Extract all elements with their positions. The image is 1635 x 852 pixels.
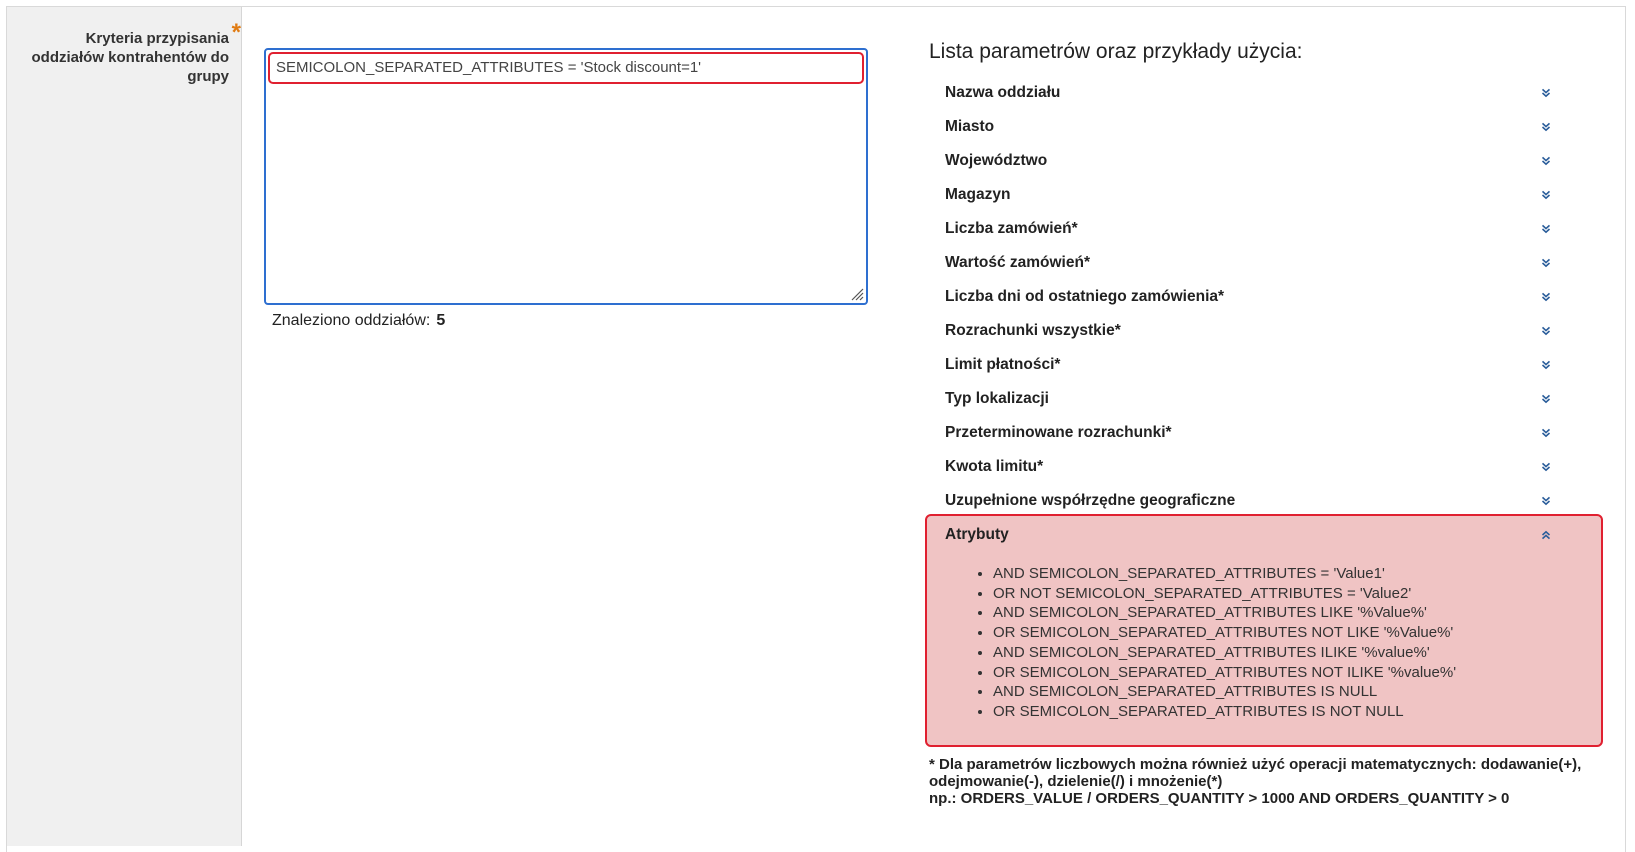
param-item[interactable] — [945, 144, 1575, 178]
param-item-label: Liczba dni od ostatniego zamówienia* — [945, 288, 1225, 305]
param-item-label: Liczba zamówień* — [945, 220, 1078, 237]
found-count: 5 — [436, 312, 446, 329]
resize-grip-icon[interactable] — [850, 287, 864, 301]
attribute-example: • OR SEMICOLON_SEPARATED_ATTRIBUTES NOT LIKE '%Value%' — [993, 623, 1456, 643]
param-list — [945, 76, 1575, 518]
found-branches — [272, 312, 445, 330]
attributes-panel — [925, 514, 1603, 747]
param-item[interactable] — [945, 76, 1575, 110]
attribute-example: • AND SEMICOLON_SEPARATED_ATTRIBUTES LIKE '%Value%' — [993, 603, 1456, 623]
chevron-double-down-icon[interactable] — [1539, 324, 1553, 338]
label-column — [7, 7, 242, 846]
param-item-label: Typ lokalizacji — [945, 390, 1049, 407]
chevron-double-down-icon[interactable] — [1539, 86, 1553, 100]
footnote-line: np.: ORDERS_VALUE / ORDERS_QUANTITY > 1000 AND ORDERS_QUANTITY > 0 — [929, 790, 1510, 807]
param-item[interactable] — [945, 416, 1575, 450]
chevron-double-down-icon[interactable] — [1539, 392, 1553, 406]
chevron-double-down-icon[interactable] — [1539, 154, 1553, 168]
criteria-label-text: Kryteria przypisania oddziałów kontrahentów do grupy — [31, 30, 229, 85]
param-item[interactable] — [945, 212, 1575, 246]
attribute-example: • OR NOT SEMICOLON_SEPARATED_ATTRIBUTES = 'Value2' — [993, 584, 1456, 604]
footnote — [929, 756, 1609, 807]
chevron-double-down-icon[interactable] — [1539, 256, 1553, 270]
param-item-label: Wartość zamówień* — [945, 254, 1090, 271]
attribute-example: • OR SEMICOLON_SEPARATED_ATTRIBUTES IS NOT NULL — [993, 702, 1456, 722]
param-item[interactable] — [945, 314, 1575, 348]
param-item-label: Atrybuty — [945, 526, 1009, 543]
param-item-label: Rozrachunki wszystkie* — [945, 322, 1121, 339]
chevron-double-down-icon[interactable] — [1539, 188, 1553, 202]
param-item-label: Miasto — [945, 118, 995, 135]
chevron-double-down-icon[interactable] — [1539, 120, 1553, 134]
criteria-editor-line[interactable]: SEMICOLON_SEPARATED_ATTRIBUTES = 'Stock discount=1' — [268, 52, 864, 84]
chevron-double-down-icon[interactable] — [1539, 222, 1553, 236]
attribute-example: • AND SEMICOLON_SEPARATED_ATTRIBUTES IS NULL — [993, 682, 1456, 702]
param-item-label: Kwota limitu* — [945, 458, 1044, 475]
found-label: Znaleziono oddziałów: — [272, 312, 431, 329]
param-item[interactable] — [945, 178, 1575, 212]
param-item-label: Przeterminowane rozrachunki* — [945, 424, 1172, 441]
chevron-double-down-icon[interactable] — [1539, 358, 1553, 372]
param-item[interactable] — [945, 246, 1575, 280]
chevron-double-down-icon[interactable] — [1539, 460, 1553, 474]
footnote-line: odejmowanie(-), dzielenie(/) i mnożenie(*) — [929, 773, 1223, 790]
chevron-double-down-icon[interactable] — [1539, 494, 1553, 508]
chevron-double-down-icon[interactable] — [1539, 290, 1553, 304]
attribute-examples — [979, 564, 1456, 722]
chevron-double-down-icon[interactable] — [1539, 426, 1553, 440]
param-item-label: Województwo — [945, 152, 1048, 169]
criteria-editor[interactable] — [264, 48, 868, 305]
attribute-example: • AND SEMICOLON_SEPARATED_ATTRIBUTES = 'Value1' — [993, 564, 1456, 584]
required-marker: * — [231, 19, 241, 46]
param-item-label: Uzupełnione współrzędne geograficzne — [945, 492, 1236, 509]
param-item[interactable] — [945, 382, 1575, 416]
attribute-example: • AND SEMICOLON_SEPARATED_ATTRIBUTES ILIKE '%value%' — [993, 643, 1456, 663]
param-item-label: Magazyn — [945, 186, 1011, 203]
param-item[interactable] — [945, 280, 1575, 314]
param-item[interactable] — [945, 110, 1575, 144]
param-item-label: Nazwa oddziału — [945, 84, 1061, 101]
params-title: Lista parametrów oraz przykłady użycia: — [929, 40, 1303, 63]
attribute-example: • OR SEMICOLON_SEPARATED_ATTRIBUTES NOT ILIKE '%value%' — [993, 663, 1456, 683]
param-item-label: Limit płatności* — [945, 356, 1061, 373]
chevron-double-up-icon[interactable] — [1539, 528, 1553, 542]
param-item-attributes[interactable] — [945, 526, 1575, 544]
criteria-label — [29, 19, 241, 86]
param-item[interactable] — [945, 348, 1575, 382]
param-item[interactable] — [945, 484, 1575, 518]
footnote-line: * Dla parametrów liczbowych można również użyć operacji matematycznych: dodawanie(+), — [929, 756, 1582, 773]
param-item[interactable] — [945, 450, 1575, 484]
